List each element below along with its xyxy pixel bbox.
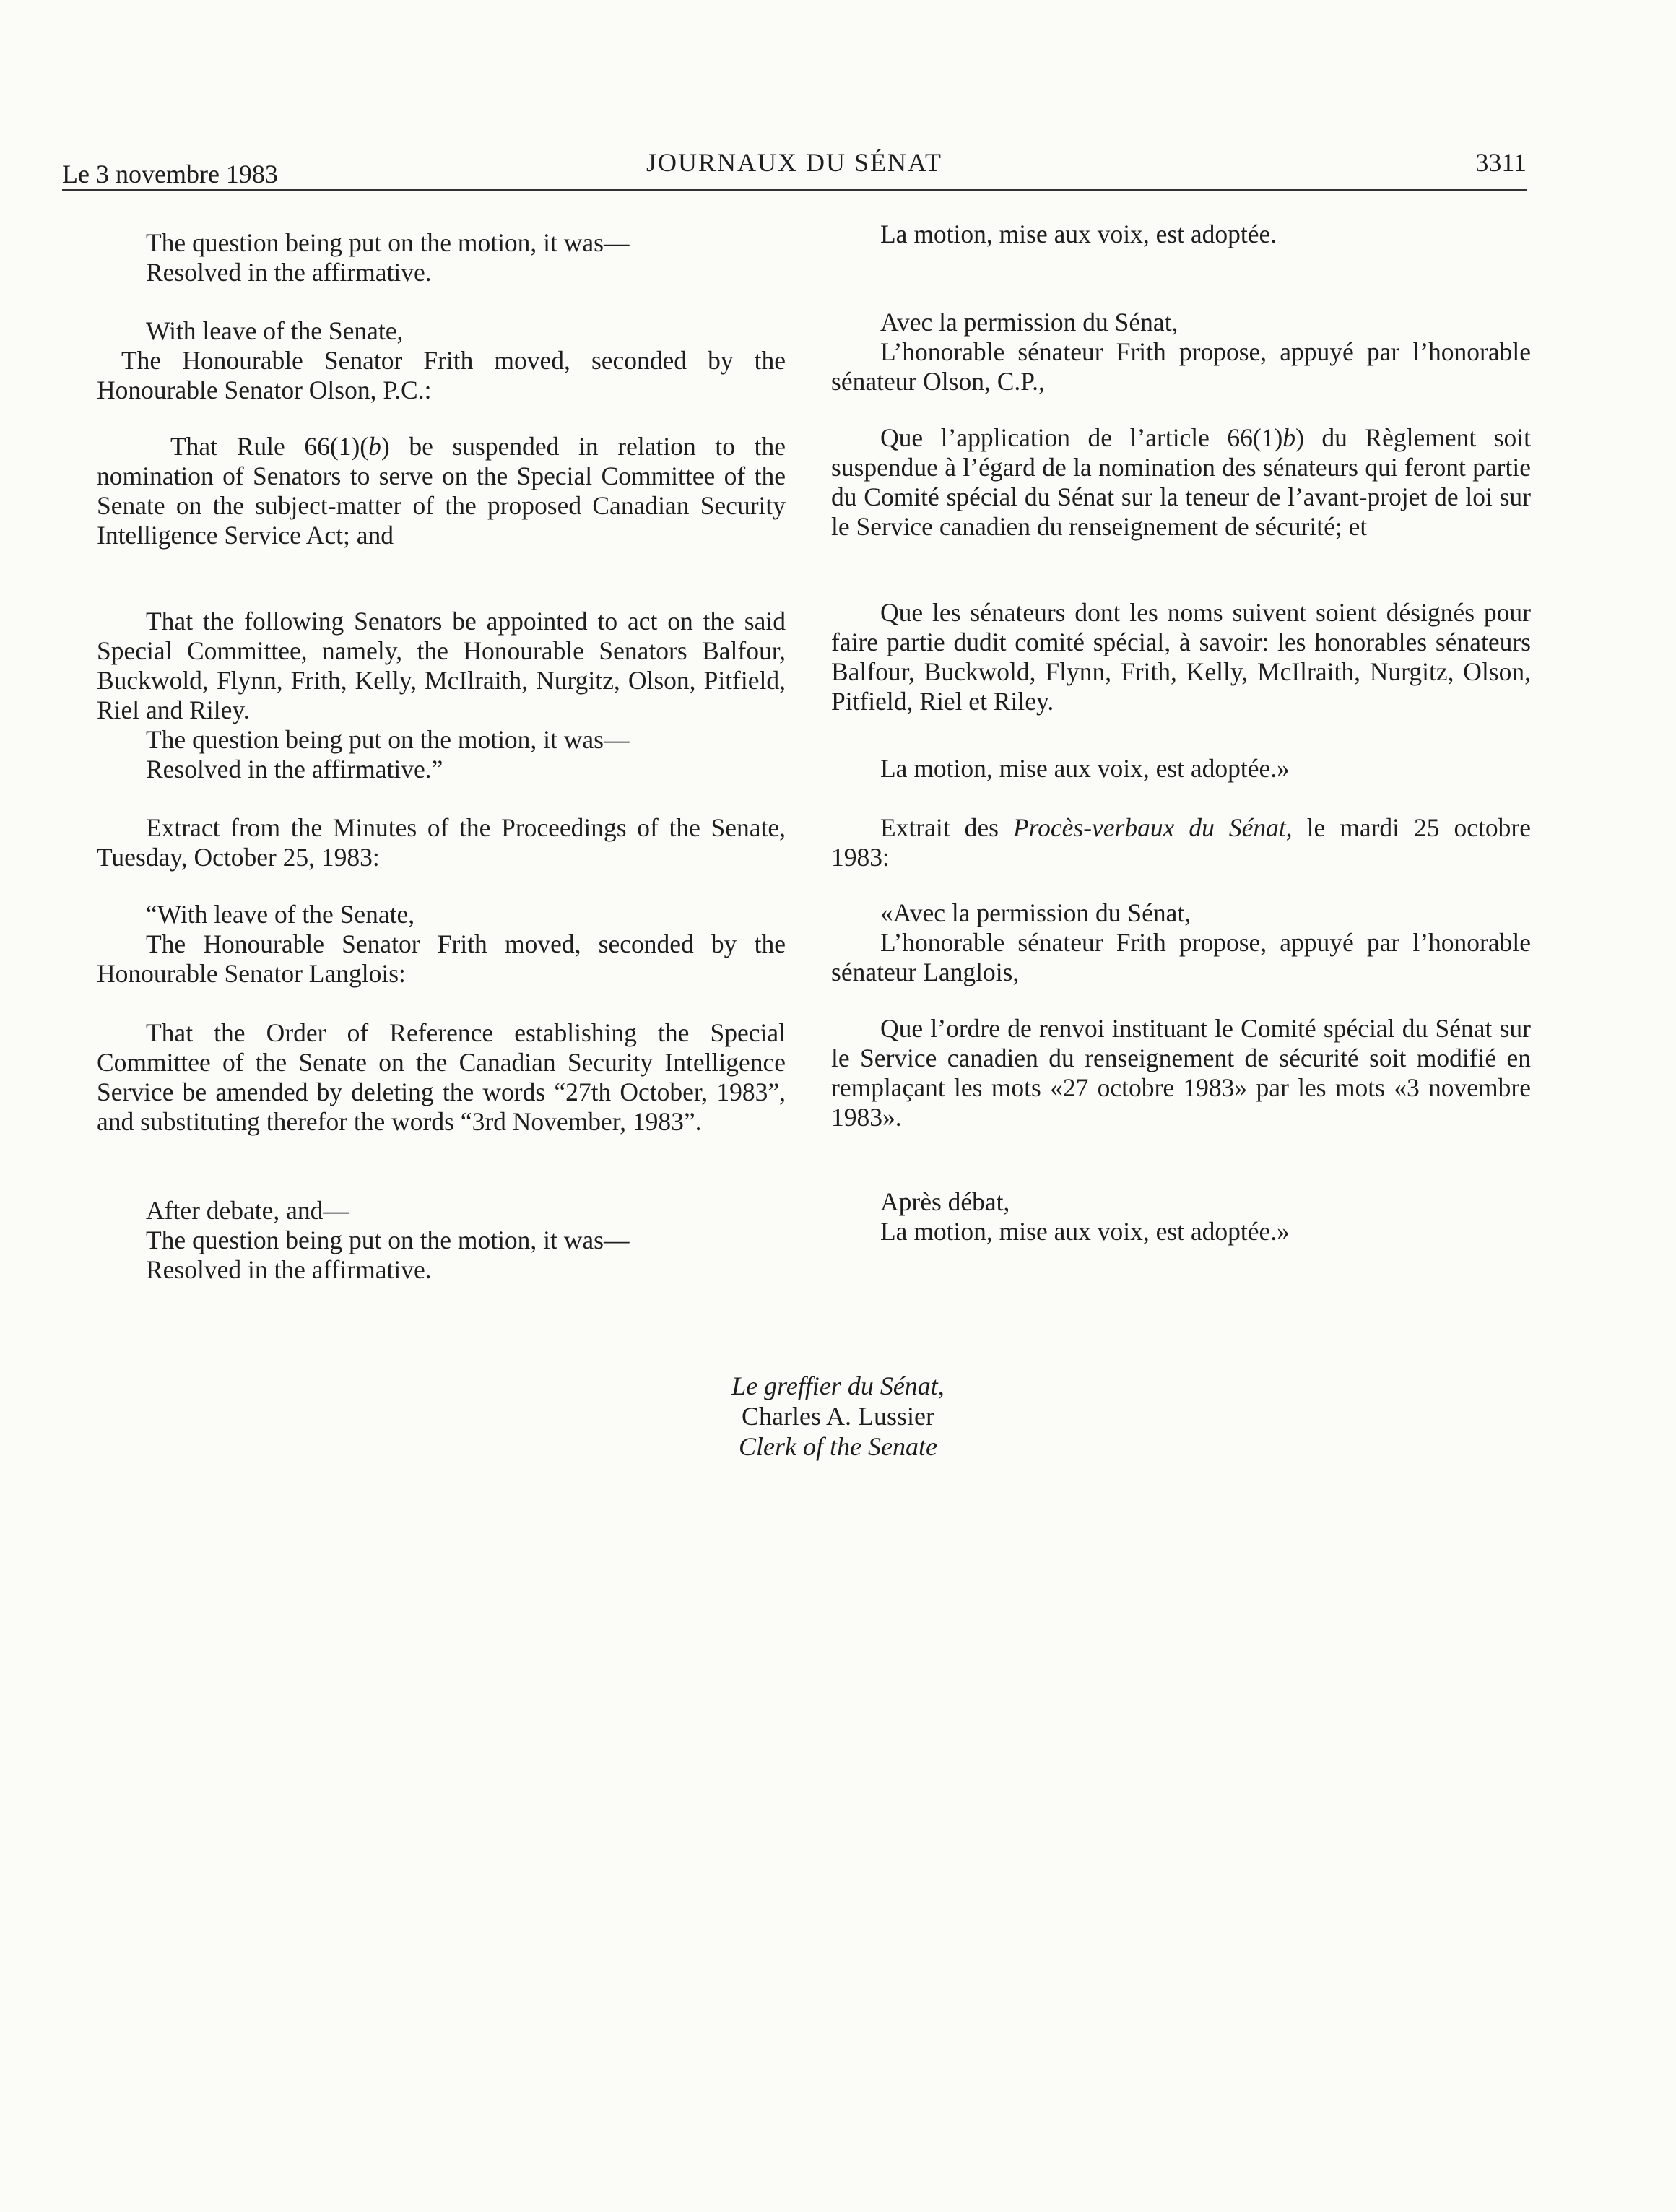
motion-text: The Honourable Senator Frith moved, seconded by the Honourable Senator Olson, P.C.:	[97, 346, 786, 404]
paragraph-permission-2: «Avec la permission du Sénat, L’honorable sénateur Frith propose, appuyé par l’honorable sénateur Langlois,	[831, 898, 1531, 986]
clerk-title-en: Clerk of the Senate	[739, 1432, 937, 1461]
paragraph-leave-1: With leave of the Senate, The Honourable Senator Frith moved, seconded by the Honourable Senator Olson, P.C.:	[97, 316, 786, 404]
paragraph-motion-adoptee-2: La motion, mise aux voix, est adoptée.»	[880, 754, 1290, 783]
paragraph-senators-appointed: That the following Senators be appointed to act on the said Special Committee, namely, the Honourable Senators Balfour, Buckwold, Flynn, Frith, Kelly, McIlraith, Nurgitz, Olson, Pitfield, Riel and Riley. The question being put on the motion, it was— Resolved in the affirmative.”	[97, 607, 786, 784]
paragraph-leave-2: “With leave of the Senate, The Honourable Senator Frith moved, seconded by the Honourable Senator Langlois:	[97, 900, 786, 988]
page-number: 3311	[1475, 148, 1527, 177]
paragraph-order-of-reference: That the Order of Reference establishing the Special Committee of the Senate on the Canadian Security Intelligence Service be amended by deleting the words “27th October, 1983”, and substituting therefor the words “3rd November, 1983”.	[97, 1018, 786, 1136]
paragraph-question-1: The question being put on the motion, it was— Resolved in the affirmative.	[146, 228, 630, 287]
page-header	[62, 144, 1527, 191]
paragraph-apres-debat: Après débat, La motion, mise aux voix, est adoptée.»	[880, 1187, 1290, 1246]
paragraph-after-debate: After debate, and— The question being put on the motion, it was— Resolved in the affirmative.	[146, 1196, 630, 1284]
clerk-title-fr: Le greffier du Sénat,	[731, 1371, 945, 1400]
paragraph-extract: Extract from the Minutes of the Proceedings of the Senate, Tuesday, October 25, 1983:	[97, 813, 786, 872]
paragraph-article-66: Que l’application de l’article 66(1)b) du Règlement soit suspendue à l’égard de la nomination des sénateurs qui feront partie du Comité spécial du Sénat sur la teneur de l’avant-projet de loi sur le Service canadien du renseignement de sécurité; et	[831, 423, 1531, 541]
paragraph-ordre-de-renvoi: Que l’ordre de renvoi instituant le Comité spécial du Sénat sur le Service canadien du renseignement de sécurité soit modifié en remplaçant les mots «27 octobre 1983» par les mots «3 novembre 1983».	[831, 1014, 1531, 1132]
paragraph-senateurs-designes: Que les sénateurs dont les noms suivent soient désignés pour faire partie dudit comité spécial, à savoir: les honorables sénateurs Balfour, Buckwold, Flynn, Frith, Kelly, McIlraith, Nurgitz, Olson, Pitfield, Riel et Riley.	[831, 598, 1531, 716]
paragraph-permission-1: Avec la permission du Sénat, L’honorable sénateur Frith propose, appuyé par l’honorable sénateur Olson, C.P.,	[831, 308, 1531, 396]
header-title: JOURNAUX DU SÉNAT	[646, 148, 942, 177]
paragraph-rule-66: That Rule 66(1)(b) be suspended in relation to the nomination of Senators to serve on the Special Committee of the Senate on the subject-matter of the proposed Canadian Security Intelligence Service Act; and	[97, 432, 786, 550]
paragraph-extrait: Extrait des Procès-verbaux du Sénat, le mardi 25 octobre 1983:	[831, 813, 1531, 872]
signature-block	[0, 1371, 1676, 1462]
header-date: Le 3 novembre 1983	[62, 160, 278, 188]
clerk-name: Charles A. Lussier	[742, 1402, 934, 1431]
paragraph-motion-adoptee-1: La motion, mise aux voix, est adoptée.	[880, 220, 1277, 248]
